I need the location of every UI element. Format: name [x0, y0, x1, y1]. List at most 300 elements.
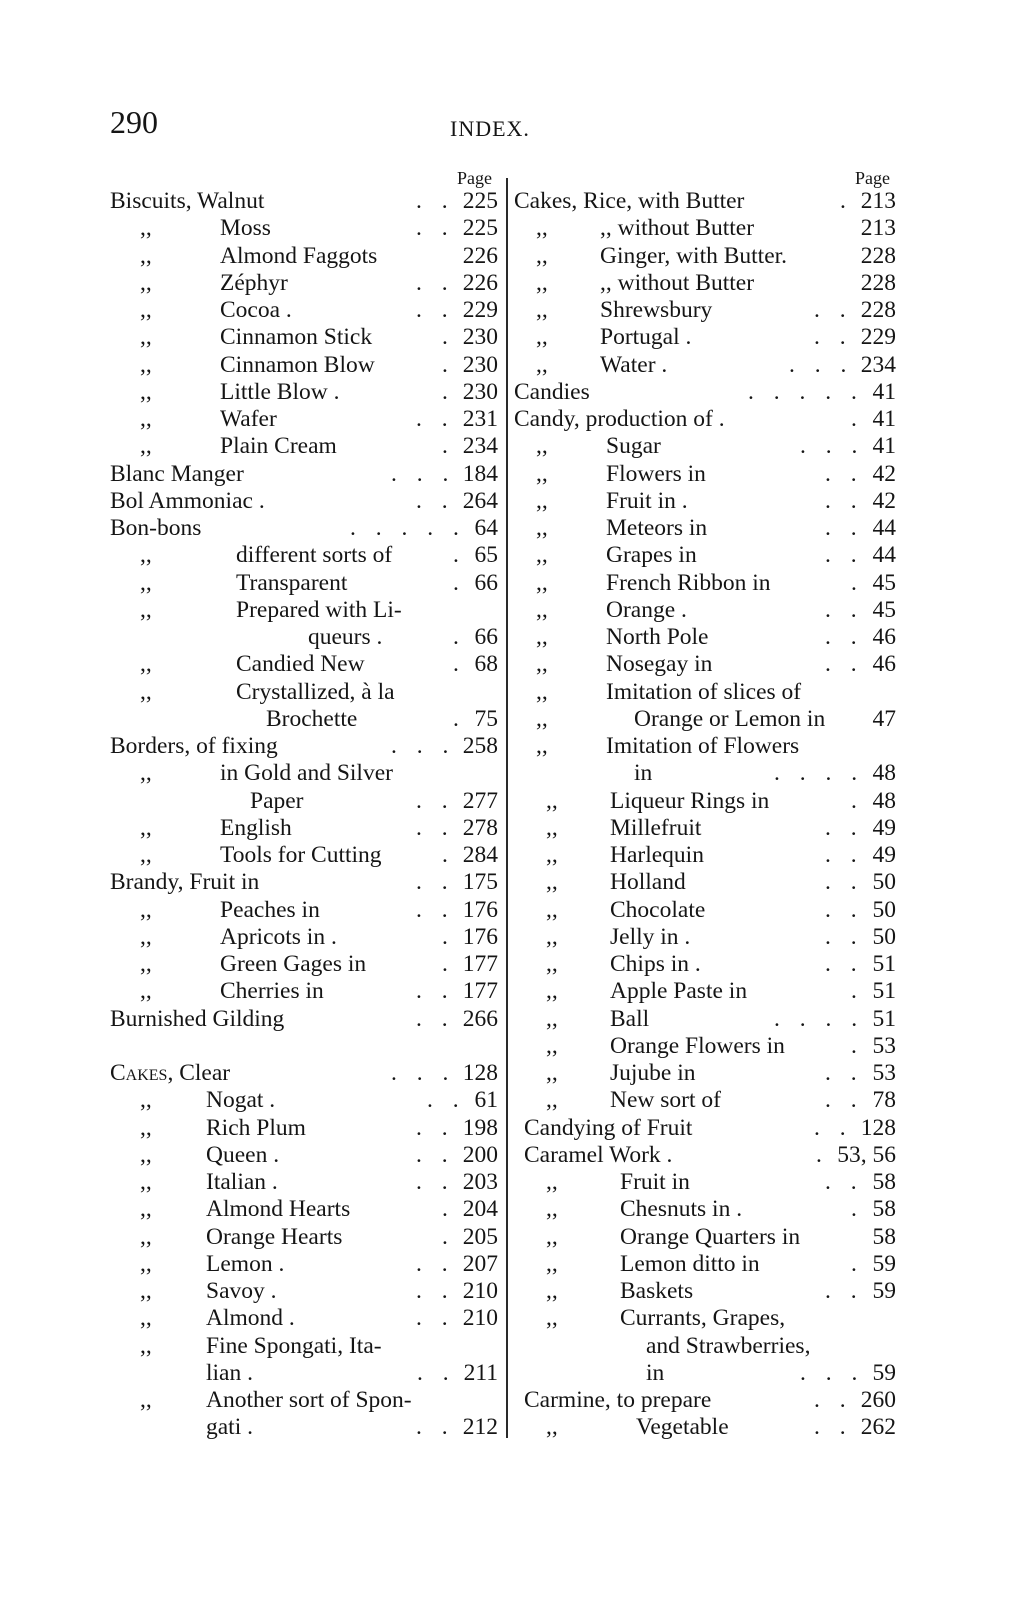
- dot-leader: . .: [416, 1005, 455, 1032]
- dot-leader: .: [851, 569, 864, 596]
- entry-text: Green Gages in: [220, 951, 367, 977]
- dot-leader: .: [442, 324, 455, 351]
- dot-leader: . .: [416, 1305, 455, 1332]
- ditto-mark: ,,: [140, 1387, 152, 1413]
- index-entry: [514, 1169, 900, 1196]
- dot-leader: . .: [814, 297, 853, 323]
- dot-leader: .: [442, 951, 455, 977]
- page-reference: 48: [872, 760, 896, 787]
- dot-leader: . .: [416, 978, 455, 1005]
- entry-text: Vegetable: [636, 1414, 729, 1441]
- entry-text: North Pole: [606, 624, 709, 650]
- entry-text: Holland: [610, 869, 686, 896]
- dot-leader: . .: [417, 1359, 456, 1386]
- ditto-mark: ,,: [536, 487, 548, 514]
- entry-text: in: [646, 1359, 665, 1386]
- entry-text: in: [634, 760, 653, 787]
- entry-text: Savoy .: [206, 1278, 277, 1304]
- ditto-mark: ,,: [140, 1169, 152, 1195]
- ditto-mark: ,,: [140, 951, 152, 977]
- page-label: Page: [457, 168, 492, 188]
- index-entry: [514, 1251, 900, 1278]
- index-entry: [514, 924, 900, 951]
- entry-text: Plain Cream: [220, 433, 337, 460]
- dot-leader: . . .: [391, 1060, 456, 1086]
- index-entry: [514, 1142, 900, 1169]
- dot-leader: . .: [825, 814, 864, 841]
- ditto-mark: ,,: [140, 1114, 152, 1141]
- ditto-mark: ,,: [140, 923, 152, 950]
- index-entry: [514, 1115, 900, 1142]
- dot-leader: .: [851, 1250, 864, 1277]
- index-entry: [514, 1060, 900, 1087]
- page-reference: 46: [872, 651, 896, 678]
- page-reference: 260: [860, 1387, 896, 1413]
- entry-text: Zéphyr: [220, 269, 288, 296]
- page-reference: 225: [462, 215, 498, 242]
- index-entry: [110, 1196, 502, 1223]
- index-entry: [110, 515, 502, 542]
- dot-leader: . .: [825, 624, 864, 650]
- entry-text: Chips in .: [610, 951, 701, 977]
- entry-text: different sorts of: [236, 542, 393, 569]
- entry-text: Nosegay in: [606, 651, 713, 678]
- dot-leader: .: [453, 651, 466, 678]
- dot-leader: . .: [825, 651, 864, 678]
- ditto-mark: ,,: [536, 624, 548, 650]
- entry-text: Cakes, Clear: [110, 1060, 231, 1086]
- ditto-mark: ,,: [140, 297, 152, 323]
- ditto-mark: ,,: [140, 1332, 152, 1359]
- page-reference: 228: [860, 297, 896, 323]
- dot-leader: . .: [416, 869, 455, 896]
- index-entry: [514, 461, 900, 488]
- dot-leader: . . . .: [774, 760, 865, 787]
- dot-leader: . .: [416, 1250, 455, 1277]
- entry-text: Baskets: [620, 1278, 694, 1304]
- index-entry: [110, 1251, 502, 1278]
- index-entry: [514, 324, 900, 351]
- ditto-mark: ,,: [536, 324, 548, 351]
- ditto-mark: ,,: [140, 1278, 152, 1304]
- page-reference: 229: [462, 297, 498, 323]
- ditto-mark: ,,: [546, 923, 558, 950]
- entry-text: Millefruit: [610, 814, 702, 841]
- dot-leader: . .: [825, 460, 864, 487]
- page-reference: 47: [872, 705, 896, 732]
- entry-text: Jelly in .: [610, 923, 691, 950]
- dot-leader: . .: [416, 1169, 455, 1195]
- index-entry: [514, 679, 900, 706]
- page-reference: 66: [474, 569, 498, 596]
- ditto-mark: ,,: [140, 1087, 152, 1114]
- index-entry: [110, 406, 502, 433]
- index-entry: [110, 1224, 502, 1251]
- ditto-mark: ,,: [536, 515, 548, 541]
- entry-text: gati .: [206, 1414, 253, 1441]
- running-head: INDEX.: [450, 116, 530, 141]
- index-entry: [514, 978, 900, 1005]
- page-reference: 51: [872, 978, 896, 1005]
- dot-leader: . .: [416, 297, 455, 323]
- index-entry: [514, 188, 900, 215]
- ditto-mark: ,,: [140, 569, 152, 596]
- dot-leader: .: [453, 624, 466, 650]
- ditto-mark: ,,: [546, 978, 558, 1005]
- ditto-mark: ,,: [546, 1005, 558, 1032]
- entry-text: Orange Quarters in: [620, 1223, 801, 1250]
- index-entry: [110, 951, 502, 978]
- page-reference: 42: [872, 460, 896, 487]
- page-reference: 213: [860, 188, 896, 214]
- page-reference: 53, 56: [837, 1141, 896, 1168]
- index-entry: [514, 1305, 900, 1332]
- ditto-mark: ,,: [140, 269, 152, 296]
- ditto-mark: ,,: [536, 596, 548, 623]
- index-entry: [110, 352, 502, 379]
- entry-text: lian .: [206, 1359, 253, 1386]
- entry-text: and Strawberries,: [646, 1332, 811, 1359]
- page-number: 290: [110, 104, 158, 140]
- index-entry: [110, 978, 502, 1005]
- page-reference: 278: [462, 814, 498, 841]
- index-entry: [514, 760, 900, 787]
- index-entry: [514, 1387, 900, 1414]
- page-reference: 198: [462, 1114, 498, 1141]
- dot-leader: . . .: [800, 433, 865, 460]
- page-reference: 230: [462, 378, 498, 405]
- entry-text: Burnished Gilding: [110, 1005, 285, 1032]
- ditto-mark: ,,: [536, 269, 548, 296]
- page-reference: 49: [872, 814, 896, 841]
- index-entry: [514, 515, 900, 542]
- index-entry: [514, 842, 900, 869]
- page-reference: 210: [462, 1305, 498, 1332]
- entry-text: ,, without Butter: [600, 215, 755, 242]
- ditto-mark: ,,: [536, 569, 548, 596]
- ditto-mark: ,,: [536, 542, 548, 569]
- index-entry: [110, 842, 502, 869]
- ditto-mark: ,,: [546, 1060, 558, 1086]
- ditto-mark: ,,: [546, 1414, 558, 1441]
- ditto-mark: ,,: [140, 542, 152, 569]
- ditto-mark: ,,: [140, 814, 152, 841]
- ditto-mark: ,,: [140, 215, 152, 242]
- page-reference: 58: [872, 1196, 896, 1223]
- dot-leader: . .: [825, 542, 864, 569]
- ditto-mark: ,,: [140, 760, 152, 787]
- entry-text: Another sort of Spon-: [206, 1387, 412, 1413]
- index-entry: [514, 1333, 900, 1360]
- dot-leader: . .: [814, 1414, 853, 1441]
- dot-leader: . .: [825, 1278, 864, 1304]
- dot-leader: . . . . .: [350, 515, 466, 541]
- entry-text: Orange .: [606, 596, 687, 623]
- index-entry: [514, 352, 900, 379]
- ditto-mark: ,,: [546, 1250, 558, 1277]
- dot-leader: . . . .: [774, 1005, 865, 1032]
- page-reference: 44: [872, 542, 896, 569]
- index-entry: [514, 570, 900, 597]
- entry-text: Italian .: [206, 1169, 278, 1195]
- entry-text: Brandy, Fruit in: [110, 869, 260, 896]
- index-entry: [514, 897, 900, 924]
- index-entry: [514, 1033, 900, 1060]
- dot-leader: . .: [416, 1141, 455, 1168]
- entry-text: Rich Plum: [206, 1114, 306, 1141]
- entry-text: Cherries in: [220, 978, 324, 1005]
- entry-text: Candying of Fruit: [524, 1114, 693, 1141]
- dot-leader: . .: [416, 896, 455, 923]
- dot-leader: .: [851, 1196, 864, 1223]
- index-entry: [514, 1006, 900, 1033]
- entry-text: Crystallized, à la: [236, 678, 395, 705]
- index-entry: [110, 1278, 502, 1305]
- index-column-left: [110, 166, 502, 1442]
- index-entry: [110, 1115, 502, 1142]
- page-reference: 75: [474, 705, 498, 732]
- page-label: Page: [855, 168, 890, 188]
- index-entry: [110, 461, 502, 488]
- page-reference: 177: [462, 978, 498, 1005]
- entry-text: Caramel Work .: [524, 1141, 673, 1168]
- entry-text: Bon-bons: [110, 515, 202, 541]
- index-entry: [110, 1033, 502, 1060]
- entry-text: Cakes, Rice, with Butter: [514, 188, 745, 214]
- entry-text: English: [220, 814, 292, 841]
- page-reference: 200: [462, 1141, 498, 1168]
- entry-text: Carmine, to prepare: [524, 1387, 712, 1413]
- ditto-mark: ,,: [140, 1141, 152, 1168]
- dot-leader: . .: [825, 596, 864, 623]
- page-reference: 68: [474, 651, 498, 678]
- index-entry: [110, 1087, 502, 1114]
- entry-text: Orange Hearts: [206, 1223, 343, 1250]
- index-entry: [110, 243, 502, 270]
- page-reference: 41: [872, 406, 896, 432]
- index-entry: [514, 1360, 900, 1387]
- index-entry: [110, 869, 502, 896]
- entry-text: Almond .: [206, 1305, 295, 1332]
- dot-leader: . .: [416, 1278, 455, 1304]
- dot-leader: . . .: [391, 460, 456, 487]
- index-entry: [110, 733, 502, 760]
- ditto-mark: ,,: [546, 951, 558, 977]
- entry-text: Ginger, with Butter.: [600, 242, 788, 269]
- index-entry: [110, 324, 502, 351]
- dot-leader: . .: [416, 1114, 455, 1141]
- index-entry: [110, 488, 502, 515]
- page-reference: 228: [860, 242, 896, 269]
- index-entry: [514, 706, 900, 733]
- page-reference: 53: [872, 1060, 896, 1086]
- page-reference: 46: [872, 624, 896, 650]
- index-entry: [514, 788, 900, 815]
- ditto-mark: ,,: [546, 1087, 558, 1114]
- dot-leader: .: [442, 1196, 455, 1223]
- entry-text: Almond Hearts: [206, 1196, 351, 1223]
- entry-text: Lemon ditto in: [620, 1250, 760, 1277]
- page-reference: 64: [474, 515, 498, 541]
- entry-text: Fruit in .: [606, 487, 688, 514]
- ditto-mark: ,,: [546, 1196, 558, 1223]
- ditto-mark: ,,: [140, 378, 152, 405]
- dot-leader: .: [840, 188, 853, 214]
- index-entry: [110, 760, 502, 787]
- page-reference: 41: [872, 378, 896, 405]
- dot-leader: .: [442, 923, 455, 950]
- index-entry: [110, 1305, 502, 1332]
- dot-leader: . . .: [800, 1359, 865, 1386]
- index-column-right: [514, 166, 900, 1442]
- entry-text: Harlequin: [610, 842, 704, 868]
- page-reference: 44: [872, 515, 896, 541]
- page-reference: 59: [872, 1359, 896, 1386]
- page-reference: 45: [872, 569, 896, 596]
- dot-leader: .: [851, 978, 864, 1005]
- dot-leader: . .: [814, 1387, 853, 1413]
- index-entry: [110, 1414, 502, 1441]
- index-entry: [514, 488, 900, 515]
- entry-text: Apple Paste in: [610, 978, 748, 1005]
- page-reference: 213: [860, 215, 896, 242]
- entry-text: Grapes in: [606, 542, 697, 569]
- index-entry: [514, 1196, 900, 1223]
- entry-text: queurs .: [308, 624, 383, 650]
- index-entry: [110, 1333, 502, 1360]
- dot-leader: . .: [427, 1087, 466, 1114]
- ditto-mark: ,,: [536, 733, 548, 759]
- ditto-mark: ,,: [536, 678, 548, 705]
- ditto-mark: ,,: [546, 869, 558, 896]
- entry-text: Jujube in: [610, 1060, 696, 1086]
- dot-leader: .: [851, 1032, 864, 1059]
- dot-leader: .: [851, 787, 864, 814]
- page-reference: 212: [462, 1414, 498, 1441]
- dot-leader: .: [453, 569, 466, 596]
- index-entry: [110, 1142, 502, 1169]
- index-entry: [514, 815, 900, 842]
- entry-text: Portugal .: [600, 324, 692, 351]
- entry-text: Imitation of Flowers: [606, 733, 800, 759]
- dot-leader: .: [442, 351, 455, 378]
- ditto-mark: ,,: [546, 896, 558, 923]
- entry-text: Candy, production of .: [514, 406, 725, 432]
- index-entry: [110, 788, 502, 815]
- dot-leader: . .: [416, 188, 455, 214]
- index-entry: [110, 1387, 502, 1414]
- ditto-mark: ,,: [140, 351, 152, 378]
- dot-leader: . .: [825, 1169, 864, 1195]
- entry-text: Shrewsbury: [600, 297, 713, 323]
- ditto-mark: ,,: [546, 787, 558, 814]
- dot-leader: . .: [825, 1087, 864, 1114]
- entry-text: New sort of: [610, 1087, 721, 1114]
- dot-leader: .: [442, 433, 455, 460]
- dot-leader: . .: [416, 487, 455, 514]
- dot-leader: . .: [416, 269, 455, 296]
- entry-text: Candied New: [236, 651, 365, 678]
- entry-text: Currants, Grapes,: [620, 1305, 786, 1332]
- ditto-mark: ,,: [140, 896, 152, 923]
- dot-leader: . .: [814, 1114, 853, 1141]
- dot-leader: .: [816, 1141, 829, 1168]
- page-reference: 258: [462, 733, 498, 759]
- page-reference: 53: [872, 1032, 896, 1059]
- index-entry: [514, 542, 900, 569]
- index-entry: [110, 706, 502, 733]
- entry-text: Liqueur Rings in: [610, 787, 770, 814]
- page-reference: 48: [872, 787, 896, 814]
- ditto-mark: ,,: [140, 596, 152, 623]
- dot-leader: . . . . .: [748, 378, 864, 405]
- entry-text: Peaches in: [220, 896, 320, 923]
- entry-text: Cinnamon Stick: [220, 324, 373, 351]
- page-reference: 49: [872, 842, 896, 868]
- page-reference: 59: [872, 1278, 896, 1304]
- entry-text: Orange or Lemon in: [634, 705, 826, 732]
- entry-text: Imitation of slices of: [606, 678, 802, 705]
- entry-text: French Ribbon in: [606, 569, 771, 596]
- entry-text: Fruit in: [620, 1169, 690, 1195]
- dot-leader: . .: [825, 923, 864, 950]
- entry-list: [514, 188, 900, 1442]
- entry-text: Chocolate: [610, 896, 706, 923]
- ditto-mark: ,,: [140, 406, 152, 432]
- page-reference: 203: [462, 1169, 498, 1195]
- entry-text: Apricots in .: [220, 923, 337, 950]
- dot-leader: . .: [416, 1414, 455, 1441]
- entry-text: Borders, of fixing: [110, 733, 278, 759]
- entry-text: Transparent: [236, 569, 348, 596]
- page-reference: 226: [462, 269, 498, 296]
- index-entry: [514, 270, 900, 297]
- page-reference: 226: [462, 242, 498, 269]
- index-entry: [110, 815, 502, 842]
- dot-leader: . .: [814, 324, 853, 351]
- page-reference: 65: [474, 542, 498, 569]
- entry-text: Wafer: [220, 406, 277, 432]
- entry-text: ,, without Butter: [600, 269, 755, 296]
- entry-text: Fine Spongati, Ita-: [206, 1332, 382, 1359]
- page-reference: 58: [872, 1169, 896, 1195]
- ditto-mark: ,,: [140, 1305, 152, 1332]
- page-reference: 228: [860, 269, 896, 296]
- entry-text: Prepared with Li-: [236, 596, 402, 623]
- column-divider: [506, 178, 508, 1438]
- page-reference: 61: [474, 1087, 498, 1114]
- page-reference: 50: [872, 923, 896, 950]
- page-reference: 234: [462, 433, 498, 460]
- page-reference: 51: [872, 1005, 896, 1032]
- page-reference: 284: [462, 842, 498, 868]
- dot-leader: .: [453, 542, 466, 569]
- page-reference: 264: [462, 487, 498, 514]
- page-reference: 204: [462, 1196, 498, 1223]
- entry-text: Flowers in: [606, 460, 706, 487]
- page-reference: 50: [872, 896, 896, 923]
- ditto-mark: ,,: [546, 1278, 558, 1304]
- entry-text: Chesnuts in .: [620, 1196, 743, 1223]
- ditto-mark: ,,: [536, 460, 548, 487]
- ditto-mark: ,,: [546, 1305, 558, 1332]
- page-reference: 128: [860, 1114, 896, 1141]
- dot-leader: . .: [825, 1060, 864, 1086]
- page-reference: 205: [462, 1223, 498, 1250]
- index-entry: [110, 1060, 502, 1087]
- page-reference: 207: [462, 1250, 498, 1277]
- page-reference: 277: [462, 787, 498, 814]
